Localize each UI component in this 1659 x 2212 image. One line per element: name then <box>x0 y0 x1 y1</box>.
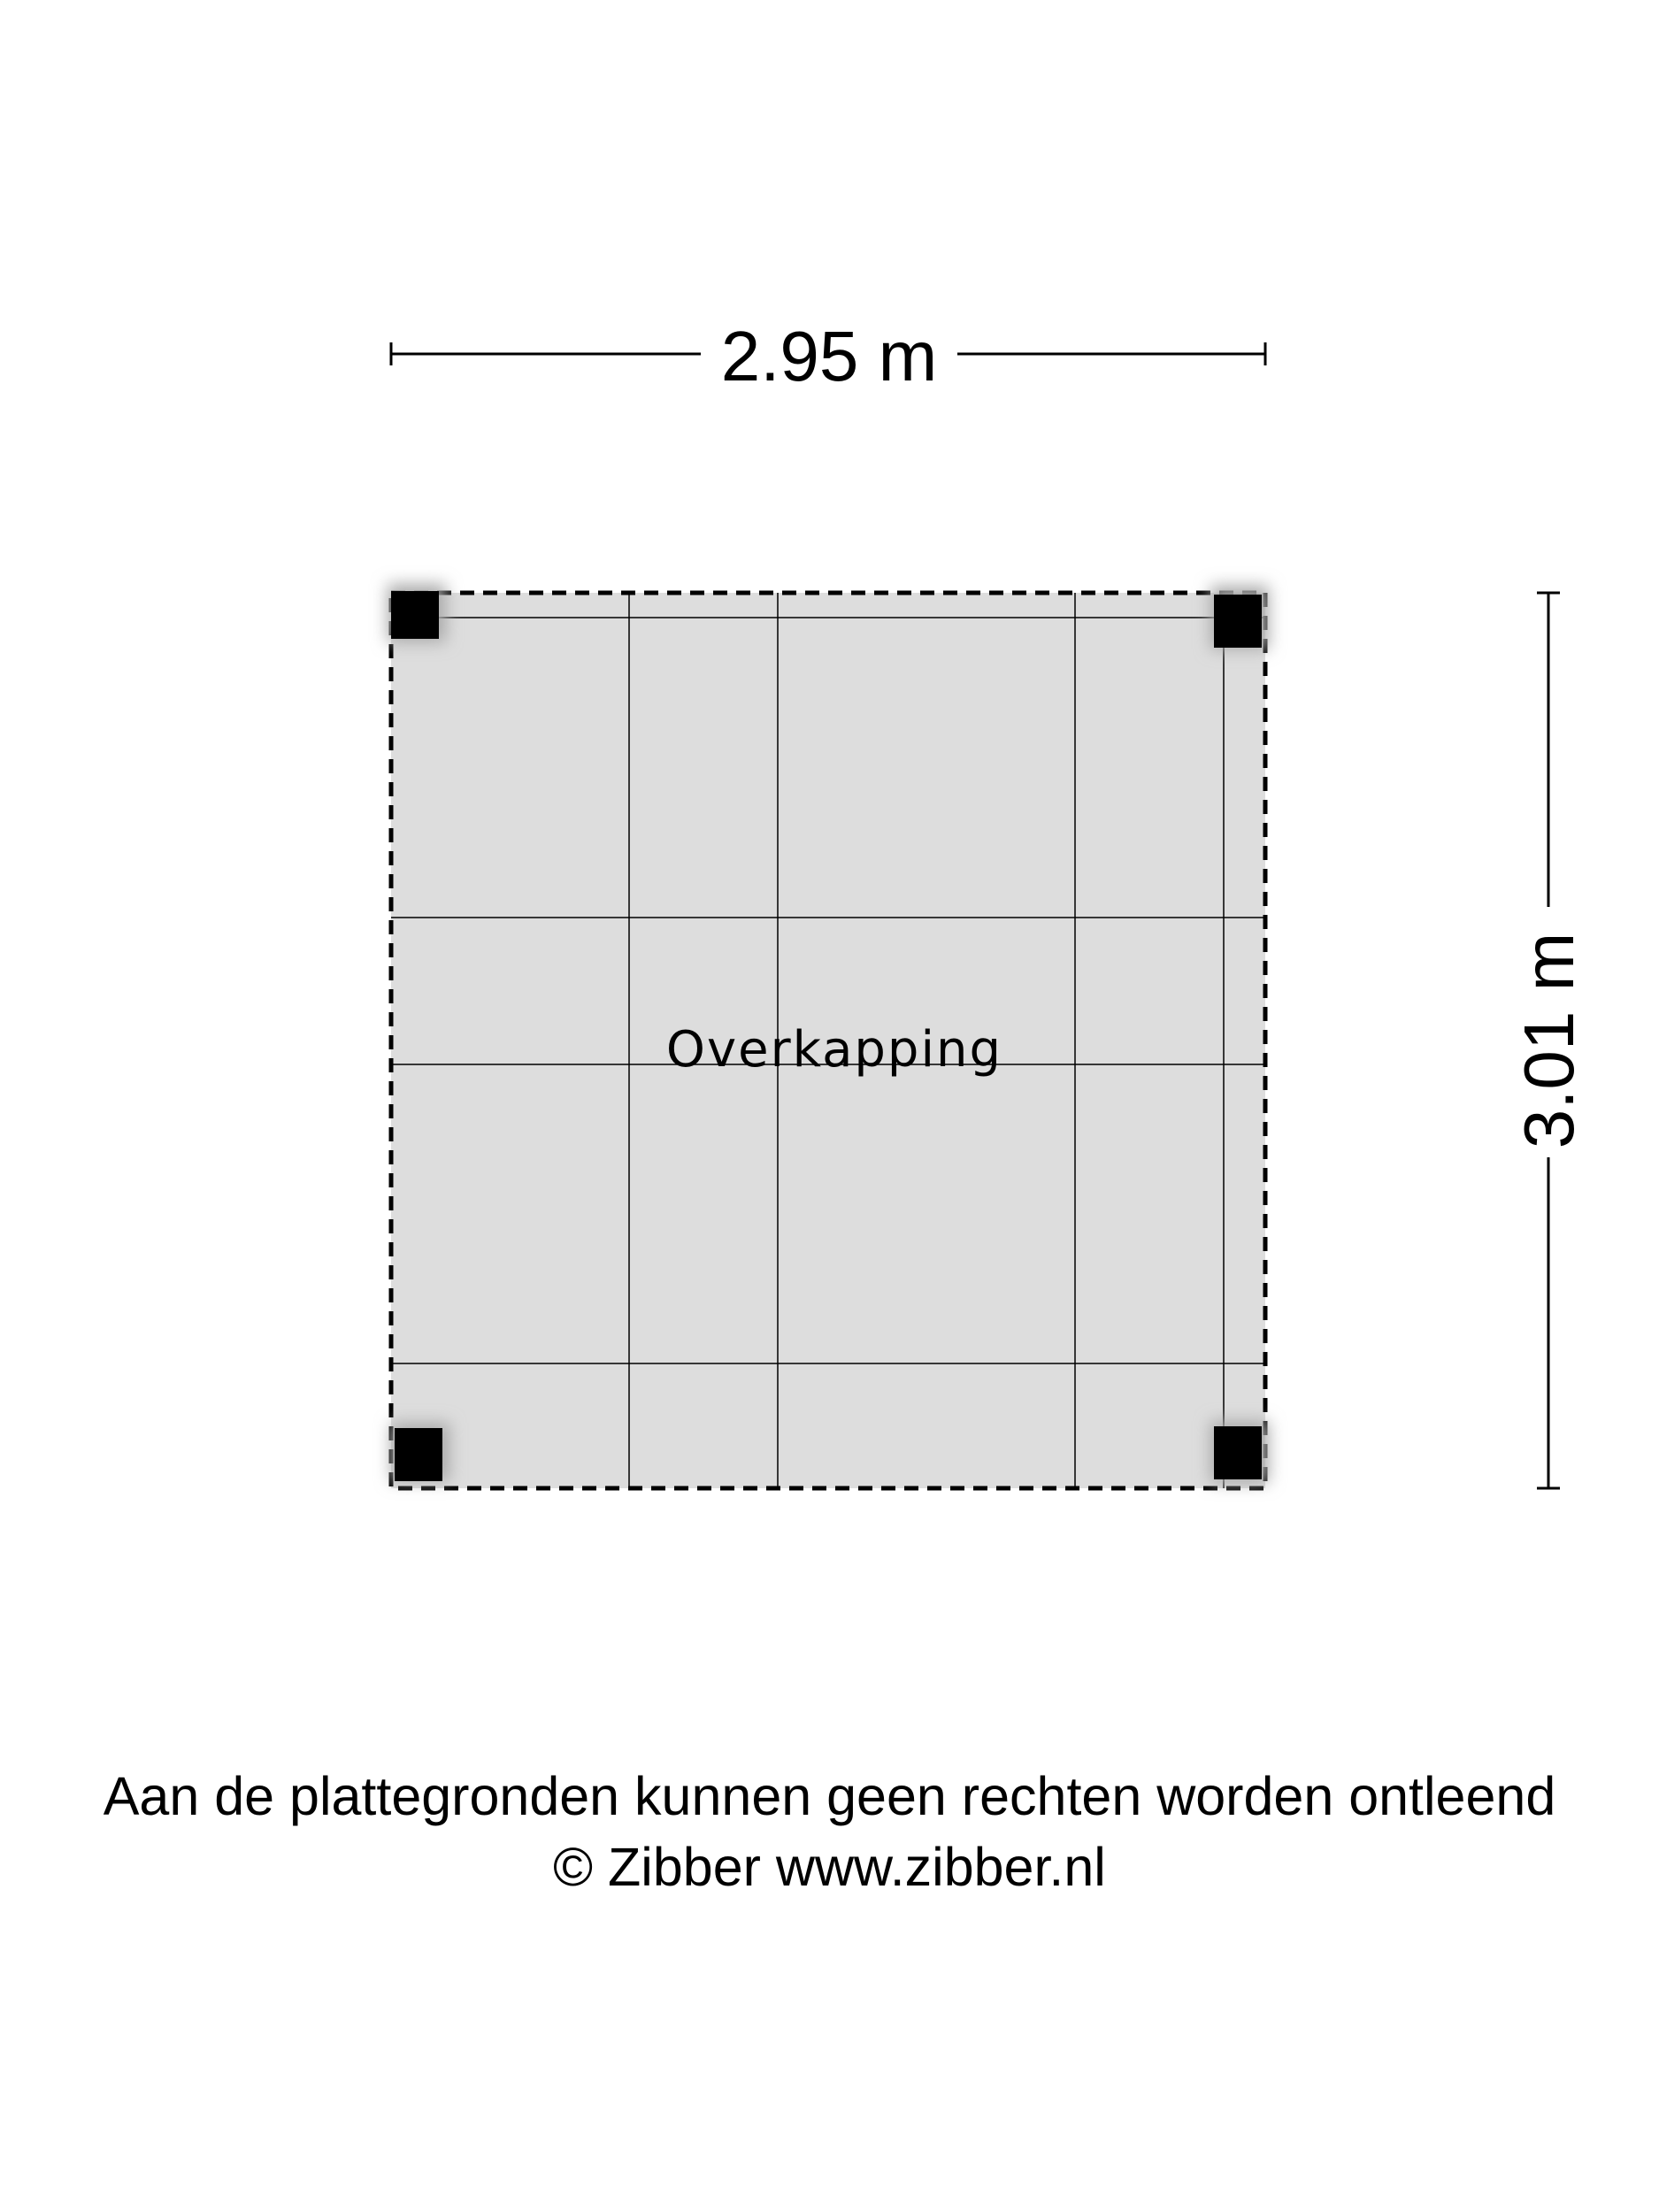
room-overkapping <box>388 584 1269 1488</box>
post-top-left <box>388 584 446 642</box>
post-bottom-right <box>1210 1421 1269 1483</box>
width-dimension-label: 2.95 m <box>720 317 938 396</box>
disclaimer-text: Aan de plattegronden kunnen geen rechten worden ontleend <box>103 1766 1556 1826</box>
post-top-right <box>1210 586 1269 649</box>
post-square <box>1214 595 1262 648</box>
copyright-text: © Zibber www.zibber.nl <box>553 1837 1106 1897</box>
post-bottom-left <box>391 1423 449 1481</box>
room-label: Overkapping <box>665 1021 1003 1079</box>
post-square <box>395 1428 442 1481</box>
height-dimension-label: 3.01 m <box>1509 932 1588 1149</box>
width-dimension <box>391 317 1265 396</box>
post-square <box>1214 1426 1262 1479</box>
height-dimension <box>1509 593 1588 1488</box>
post-square <box>391 591 439 639</box>
